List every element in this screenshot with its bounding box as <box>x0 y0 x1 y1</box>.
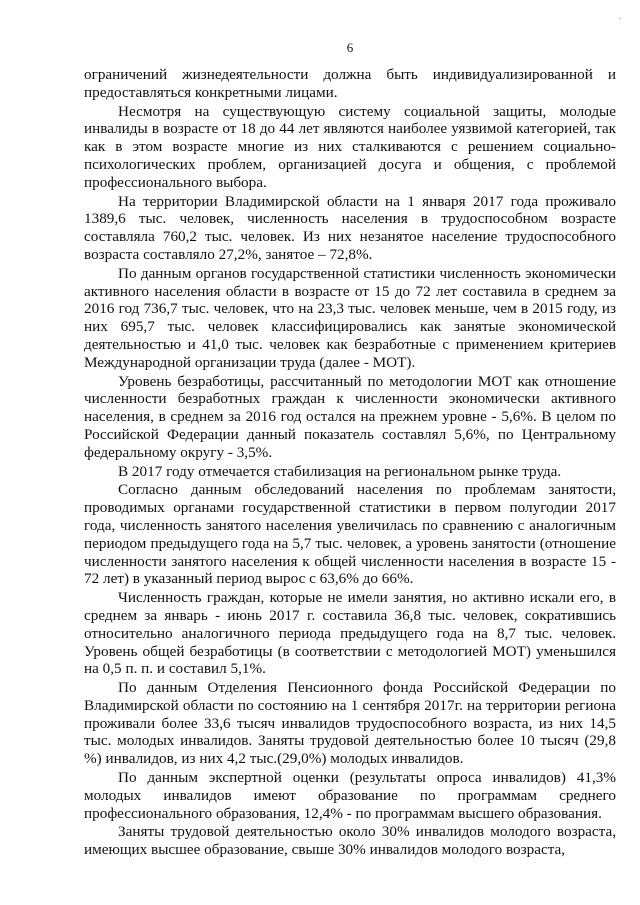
paragraph-10: По данным экспертной оценки (результаты опроса инвалидов) 41,3% молодых инвалидов имеют образование по программам среднего профессионального образования, 12,4% - по программам высшего образования. <box>84 769 616 822</box>
corner-mark: · <box>618 14 622 25</box>
paragraph-3: На территории Владимирской области на 1 января 2017 года проживало 1389,6 тыс. человек, численность населения в трудоспособном возрасте составляла 760,2 тыс. человек. Из них незанятое население трудоспособного возраста составляло 27,2%, занятое – 72,8%. <box>84 192 616 263</box>
paragraph-9: По данным Отделения Пенсионного фонда Российской Федерации по Владимирской области по состоянию на 1 сентября 2017г. на территории региона проживали более 33,6 тысяч инвалидов трудоспособного возраста, из них 14,5 тыс. молодых инвалидов. Заняты трудовой деятельностью более 10 тысяч (29,8 %) инвалидов, из них 4,2 тыс.(29,0%) молодых инвалидов. <box>84 679 616 768</box>
page-number: 6 <box>346 40 354 55</box>
paragraph-11: Заняты трудовой деятельностью около 30% инвалидов молодого возраста, имеющих высшее образование, свыше 30% инвалидов молодого возраста, <box>84 823 616 859</box>
paragraph-2: Несмотря на существующую систему социальной защиты, молодые инвалиды в возрасте от 18 до 44 лет являются наиболее уязвимой категорией, так как в этом возрасте многие из них сталкиваются с решением социально-психологических проблем, организацией досуга и общения, с проблемой профессионального выбора. <box>84 102 616 191</box>
paragraph-7: Согласно данным обследований населения по проблемам занятости, проводимых органами государственной статистики в первом полугодии 2017 года, численность занятого населения увеличилась по сравнению с аналогичным периодом предыдущего года на 5,7 тыс. человек, а уровень занятости (отношение численности занятого населения к общей численности населения в возрасте 15 - 72 лет) в указанный период вырос с 63,6% до 66%. <box>84 481 616 588</box>
paragraph-4: По данным органов государственной статистики численность экономически активного населения области в возрасте от 15 до 72 лет составила в среднем за 2016 год 736,7 тыс. человек, что на 23,3 тыс. человек меньше, чем в 2015 году, из них 695,7 тыс. человек классифицировались как занятые экономической деятельностью и 41,0 тыс. человек как безработные с применением критериев Международной организации труда (далее - МОТ). <box>84 264 616 371</box>
document-page <box>84 0 616 905</box>
paragraph-1: ограничений жизнедеятельности должна быть индивидуализированной и предоставляться конкретными лицами. <box>84 66 616 101</box>
paragraph-8: Численность граждан, которые не имели занятия, но активно искали его, в среднем за январь - июнь 2017 г. составила 36,8 тыс. человек, сократившись относительно аналогичного периода предыдущего года на 8,7 тыс. человек. Уровень общей безработицы (в соответствии с методологией МОТ) уменьшился на 0,5 п. п. и составил 5,1%. <box>84 589 616 678</box>
paragraph-6: В 2017 году отмечается стабилизация на региональном рынке труда. <box>118 462 562 480</box>
paragraph-5: Уровень безработицы, рассчитанный по методологии МОТ как отношение численности безработных граждан к численности экономически активного населения, в среднем за 2016 год остался на прежнем уровне - 5,6%. В целом по Российской Федерации данный показатель составлял 5,6%, по Центральному федеральному округу - 3,5%. <box>84 372 616 461</box>
document-body <box>84 66 616 859</box>
